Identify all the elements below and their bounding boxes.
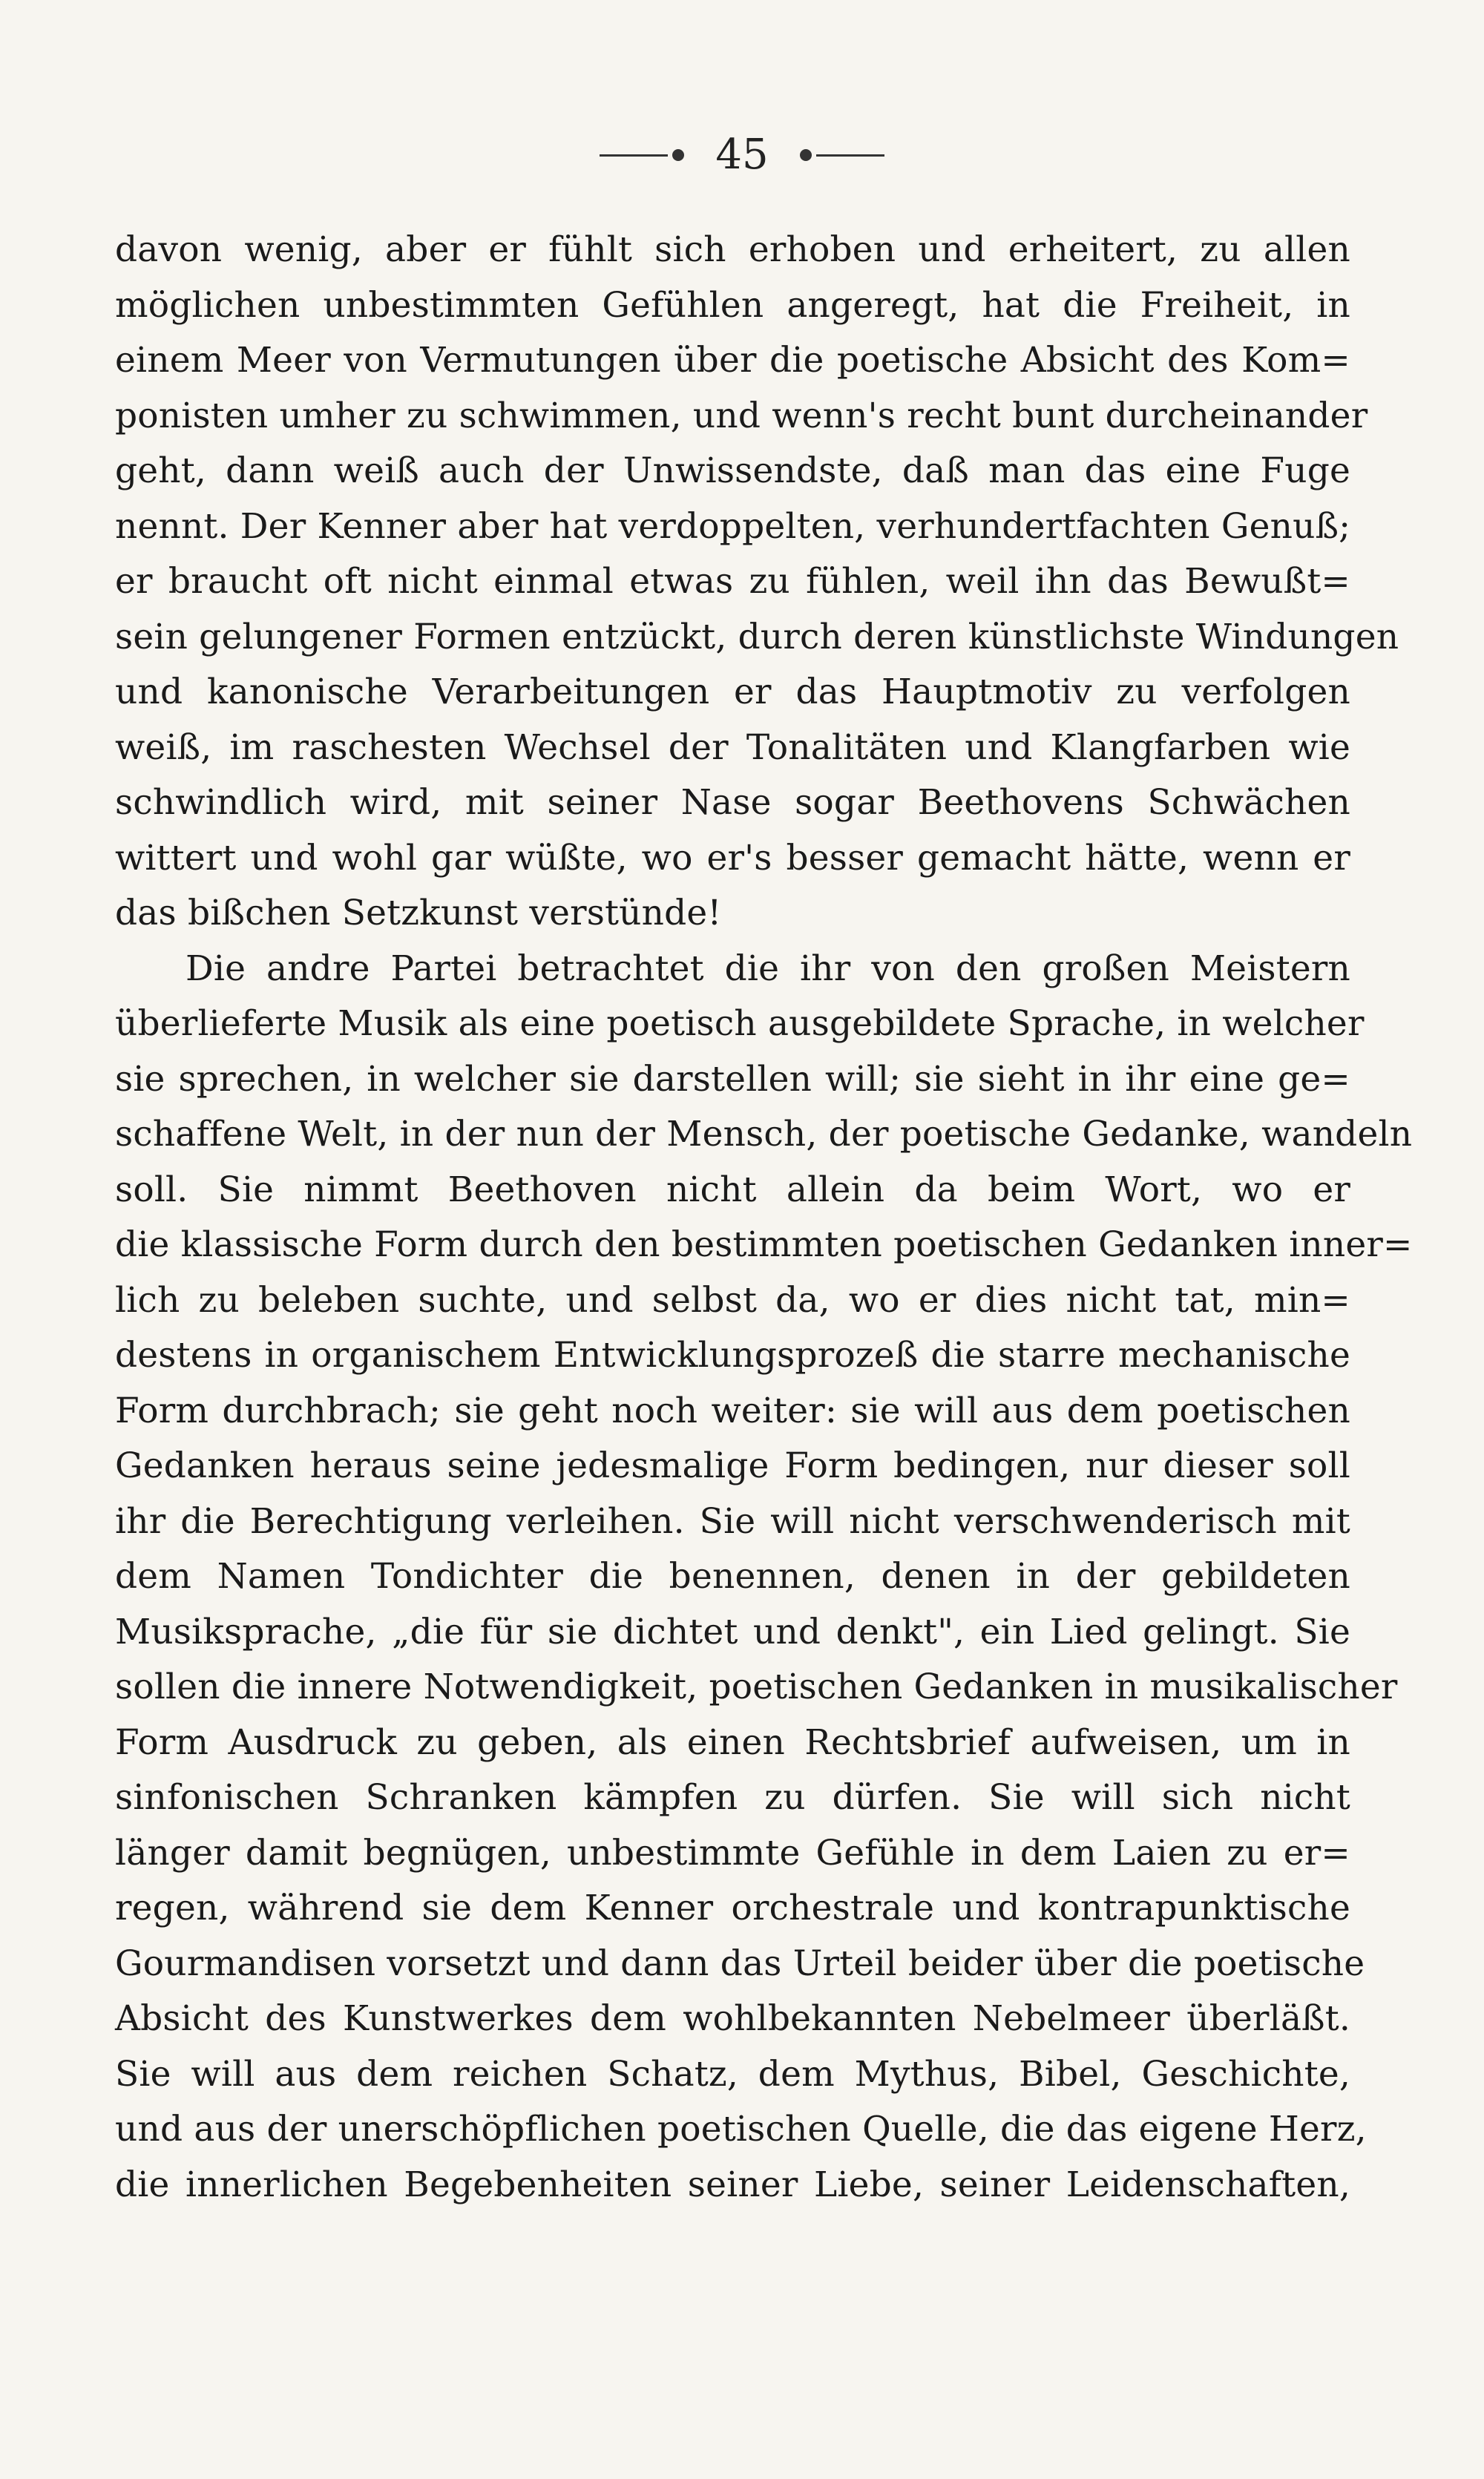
text-line: Form Ausdruck zu geben, als einen Rechtsbrief aufweisen, um in bbox=[115, 1721, 1350, 1763]
text-line: regen, während sie dem Kenner orchestrale und kontrapunktische bbox=[115, 1888, 1350, 1928]
text-line: soll. Sie nimmt Beethoven nicht allein da beim Wort, wo er bbox=[115, 1169, 1350, 1210]
text-line: Gourmandisen vorsetzt und dann das Urteil beider über die poetische bbox=[115, 1943, 1365, 1984]
right-ornament-icon bbox=[795, 148, 884, 162]
text-line: wittert und wohl gar wüßte, wo er's besser gemacht hätte, wenn er bbox=[115, 837, 1350, 879]
body-text bbox=[115, 223, 1413, 2213]
text-line: nennt. Der Kenner aber hat verdoppelten, verhundertfachten Genuß; bbox=[115, 505, 1351, 547]
text-line: länger damit begnügen, unbestimmte Gefühle in dem Laien zu er= bbox=[115, 1832, 1350, 1874]
paragraph-end-line: das bißchen Setzkunst verstünde! bbox=[115, 893, 722, 933]
text-line: einem Meer von Vermutungen über die poetische Absicht des Kom= bbox=[115, 340, 1350, 381]
text-line: ihr die Berechtigung verleihen. Sie will nicht verschwenderisch mit bbox=[115, 1500, 1350, 1542]
text-line: ponisten umher zu schwimmen, und wenn's recht bunt durcheinander bbox=[115, 395, 1368, 436]
text-line: überlieferte Musik als eine poetisch ausgebildete Sprache, in welcher bbox=[115, 1003, 1365, 1044]
text-line: die klassische Form durch den bestimmten poetischen Gedanken inner= bbox=[115, 1224, 1413, 1265]
text-line: sollen die innere Notwendigkeit, poetischen Gedanken in musikalischer bbox=[115, 1667, 1398, 1707]
text-line: sie sprechen, in welcher sie darstellen will; sie sieht in ihr eine ge= bbox=[115, 1058, 1350, 1100]
text-line: die innerlichen Begebenheiten seiner Liebe, seiner Leidenschaften, bbox=[115, 2164, 1350, 2205]
text-line: schwindlich wird, mit seiner Nase sogar Beethovens Schwächen bbox=[115, 782, 1350, 823]
left-ornament-icon bbox=[600, 148, 689, 162]
text-line: davon wenig, aber er fühlt sich erhoben und erheitert, zu allen bbox=[115, 229, 1350, 270]
text-line: weiß, im raschesten Wechsel der Tonalitäten und Klangfarben wie bbox=[115, 726, 1350, 768]
page-header bbox=[0, 126, 1484, 181]
text-line: dem Namen Tondichter die benennen, denen in der gebildeten bbox=[115, 1556, 1350, 1597]
text-line: und kanonische Verarbeitungen er das Hauptmotiv zu verfolgen bbox=[115, 672, 1350, 712]
text-line: er braucht oft nicht einmal etwas zu fühlen, weil ihn das Bewußt= bbox=[115, 561, 1350, 602]
text-line: Sie will aus dem reichen Schatz, dem Mythus, Bibel, Geschichte, bbox=[115, 2053, 1350, 2095]
text-line: möglichen unbestimmten Gefühlen angeregt, hat die Freiheit, in bbox=[115, 284, 1350, 326]
text-line: lich zu beleben suchte, und selbst da, wo er dies nicht tat, min= bbox=[115, 1279, 1350, 1321]
text-line: Gedanken heraus seine jedesmalige Form bedingen, nur dieser soll bbox=[115, 1445, 1350, 1486]
text-line: und aus der unerschöpflichen poetischen Quelle, die das eigene Herz, bbox=[115, 2109, 1367, 2150]
text-line: Absicht des Kunstwerkes dem wohlbekannten Nebelmeer überläßt. bbox=[115, 1998, 1350, 2039]
text-line: sein gelungener Formen entzückt, durch deren künstlichste Windungen bbox=[115, 616, 1399, 657]
text-line: destens in organischem Entwicklungsprozeß die starre mechanische bbox=[115, 1335, 1350, 1376]
text-line: Form durchbrach; sie geht noch weiter: sie will aus dem poetischen bbox=[115, 1390, 1350, 1431]
page-number: 45 bbox=[715, 130, 769, 179]
text-line: sinfonischen Schranken kämpfen zu dürfen. Sie will sich nicht bbox=[115, 1777, 1350, 1818]
paragraph-start-line: Die andre Partei betrachtet die ihr von den großen Meistern bbox=[186, 948, 1350, 989]
text-line: geht, dann weiß auch der Unwissendste, daß man das eine Fuge bbox=[115, 450, 1350, 491]
text-line: Musiksprache, „die für sie dichtet und denkt", ein Lied gelingt. Sie bbox=[115, 1611, 1350, 1652]
text-line: schaffene Welt, in der nun der Mensch, der poetische Gedanke, wandeln bbox=[115, 1114, 1413, 1155]
